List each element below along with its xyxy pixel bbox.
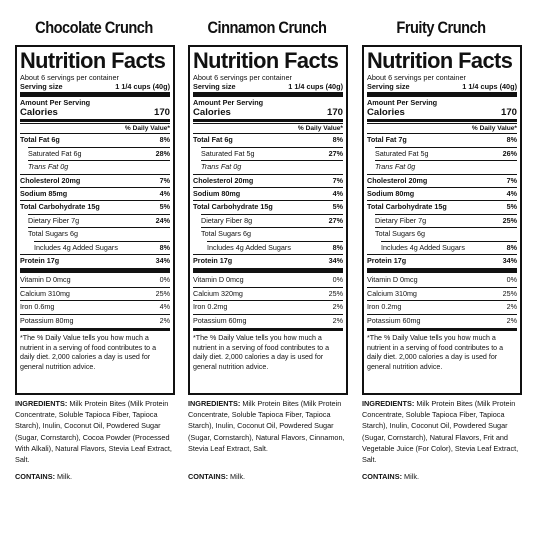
- nutrient-dv: 26%: [502, 148, 517, 158]
- serving-size-value: 1 1/4 cups (40g): [288, 82, 343, 92]
- nutrient-name: Total Carbohydrate 15g: [367, 202, 447, 212]
- serving-size-row: [367, 82, 517, 91]
- nutrient-dv: 4%: [159, 302, 170, 312]
- nutrient-dv: 27%: [328, 148, 343, 158]
- nutrient-name: Calcium 310mg: [367, 288, 417, 298]
- nutrient-name: Total Carbohydrate 15g: [20, 202, 100, 212]
- nutrient-dv: 28%: [155, 148, 170, 158]
- nutrient-name: Includes 4g Added Sugars: [34, 242, 118, 252]
- serving-size-row: [193, 82, 343, 91]
- nutrient-dv: 8%: [159, 242, 170, 252]
- nutrient-row: [193, 287, 343, 300]
- contains-text: Milk.: [230, 472, 246, 481]
- nutrient-dv: 25%: [502, 215, 517, 225]
- contains-block: [15, 472, 72, 481]
- nutrient-dv: 2%: [506, 315, 517, 325]
- nutrient-dv: 4%: [332, 189, 343, 199]
- nutrient-name: Vitamin D 0mcg: [193, 275, 244, 285]
- nutrient-name: Protein 17g: [193, 256, 233, 266]
- nutrient-dv: 0%: [159, 275, 170, 285]
- product-title: Chocolate Crunch: [35, 18, 153, 37]
- nutrient-row: [193, 314, 343, 327]
- nutrient-name: Saturated Fat 6g: [28, 148, 82, 158]
- nutrient-dv: 2%: [332, 302, 343, 312]
- nutrient-name: Saturated Fat 5g: [375, 148, 429, 158]
- nutrient-dv: 27%: [328, 215, 343, 225]
- nutrient-row: [367, 300, 517, 313]
- nutrient-row: [375, 227, 517, 240]
- nutrient-row: [367, 314, 517, 327]
- contains-text: Milk.: [57, 472, 73, 481]
- nutrient-dv: 34%: [155, 256, 170, 266]
- nutrient-name: Cholesterol 20mg: [367, 175, 428, 185]
- nutrient-name: Sodium 85mg: [20, 189, 68, 199]
- nutrient-name: Iron 0.6mg: [20, 302, 55, 312]
- nutrient-dv: 7%: [506, 175, 517, 185]
- nutrient-name: Includes 4g Added Sugars: [381, 242, 465, 252]
- serving-size-value: 1 1/4 cups (40g): [462, 82, 517, 92]
- nutrient-name: Total Sugars 6g: [375, 229, 425, 239]
- nutrient-name: Dietary Fiber 7g: [375, 215, 427, 225]
- daily-value-footnote: *The % Daily Value tells you how much a nutrient in a serving of food contributes to a daily diet. 2,000 calories a day is used for general nutrition advice.: [367, 334, 504, 371]
- product-title: Fruity Crunch: [396, 18, 486, 37]
- nutrient-dv: 8%: [506, 135, 517, 145]
- nutrient-name: Saturated Fat 5g: [201, 148, 255, 158]
- divider-medium: [193, 328, 343, 331]
- ingredients-block: [15, 398, 185, 465]
- nutrient-row: [375, 160, 517, 173]
- servings-per-container: About 6 servings per container: [193, 73, 292, 82]
- nutrient-dv: 25%: [502, 288, 517, 298]
- nutrient-dv: 7%: [332, 175, 343, 185]
- nutrient-row: [367, 200, 517, 213]
- nutrient-name: Trans Fat 0g: [28, 162, 69, 172]
- contains-label: CONTAINS:: [188, 472, 228, 481]
- daily-value-header: % Daily Value*: [20, 123, 170, 133]
- divider-medium: [193, 119, 343, 122]
- contains-block: [188, 472, 245, 481]
- nutrient-dv: 7%: [159, 175, 170, 185]
- nutrient-row: [20, 133, 170, 146]
- nutrient-dv: 8%: [159, 135, 170, 145]
- nutrient-dv: 5%: [159, 202, 170, 212]
- nutrient-name: Potassium 60mg: [367, 315, 421, 325]
- calories-value: 170: [500, 107, 517, 119]
- nutrient-row: [20, 254, 170, 267]
- divider-thick: [193, 268, 343, 273]
- nutrient-name: Dietary Fiber 7g: [28, 215, 80, 225]
- nutrient-dv: 2%: [332, 315, 343, 325]
- nutrient-row: [20, 287, 170, 300]
- calories-row: [367, 107, 517, 118]
- nutrition-facts-header: Nutrition Facts: [367, 48, 513, 73]
- nutrient-dv: 8%: [506, 242, 517, 252]
- nutrient-row: [375, 147, 517, 160]
- nutrient-name: Potassium 80mg: [20, 315, 74, 325]
- nutrient-row: [375, 214, 517, 227]
- ingredients-text: Milk Protein Bites (Milk Protein Concentrate, Soluble Tapioca Fiber, Tapioca Starch), Inulin, Coconut Oil, Powdered Sugar (Sugar, Cornstarch), Natural Flavors, Cinnamon, Stevia Leaf Extract, Salt.: [188, 399, 345, 453]
- nutrient-name: Cholesterol 20mg: [193, 175, 254, 185]
- divider-thick: [20, 92, 170, 97]
- nutrient-name: Potassium 60mg: [193, 315, 247, 325]
- nutrient-name: Calcium 320mg: [193, 288, 243, 298]
- nutrient-row: [193, 254, 343, 267]
- nutrient-name: Calcium 310mg: [20, 288, 70, 298]
- nutrient-name: Total Carbohydrate 15g: [193, 202, 273, 212]
- divider-medium: [20, 328, 170, 331]
- nutrient-dv: 5%: [506, 202, 517, 212]
- contains-block: [362, 472, 419, 481]
- nutrient-name: Sodium 80mg: [367, 189, 415, 199]
- serving-size-label: Serving size: [20, 82, 63, 92]
- serving-size-label: Serving size: [367, 82, 410, 92]
- nutrient-name: Total Fat 7g: [367, 135, 407, 145]
- calories-value: 170: [326, 107, 343, 119]
- daily-value-header: % Daily Value*: [367, 123, 517, 133]
- nutrient-dv: 34%: [502, 256, 517, 266]
- nutrient-dv: 8%: [332, 135, 343, 145]
- nutrient-row: [20, 187, 170, 200]
- divider-medium: [20, 119, 170, 122]
- calories-row: [193, 107, 343, 118]
- serving-size-value: 1 1/4 cups (40g): [115, 82, 170, 92]
- nutrient-row: [28, 214, 170, 227]
- serving-size-row: [20, 82, 170, 91]
- nutrient-row: [193, 200, 343, 213]
- divider-thick: [367, 268, 517, 273]
- product-title: Cinnamon Crunch: [207, 18, 327, 37]
- nutrient-name: Trans Fat 0g: [375, 162, 416, 172]
- daily-value-footnote: *The % Daily Value tells you how much a nutrient in a serving of food contributes to a daily diet. 2,000 calories a day is used for general nutrition advice.: [193, 334, 330, 371]
- nutrient-row: [367, 133, 517, 146]
- contains-label: CONTAINS:: [15, 472, 55, 481]
- nutrient-row: [20, 314, 170, 327]
- nutrient-row: [193, 300, 343, 313]
- ingredients-label: INGREDIENTS:: [188, 399, 241, 408]
- nutrient-row: [201, 147, 343, 160]
- divider-thick: [20, 268, 170, 273]
- calories-value: 170: [153, 107, 170, 119]
- nutrient-row: [381, 241, 517, 254]
- contains-label: CONTAINS:: [362, 472, 402, 481]
- nutrient-dv: 0%: [332, 275, 343, 285]
- nutrient-dv: 2%: [506, 302, 517, 312]
- nutrient-name: Total Sugars 6g: [28, 229, 78, 239]
- nutrient-dv: 4%: [506, 189, 517, 199]
- calories-label: Calories: [20, 107, 58, 119]
- nutrient-dv: 25%: [328, 288, 343, 298]
- nutrient-dv: 2%: [159, 315, 170, 325]
- calories-label: Calories: [367, 107, 405, 119]
- nutrient-dv: 0%: [506, 275, 517, 285]
- nutrient-name: Total Sugars 6g: [201, 229, 251, 239]
- nutrient-row: [367, 274, 517, 286]
- nutrient-dv: 8%: [332, 242, 343, 252]
- nutrient-dv: 5%: [332, 202, 343, 212]
- nutrient-row: [20, 200, 170, 213]
- nutrient-row: [367, 254, 517, 267]
- servings-per-container: About 6 servings per container: [367, 73, 466, 82]
- ingredients-text: Milk Protein Bites (Milk Protein Concentrate, Soluble Tapioca Fiber, Tapioca Starch), Inulin, Coconut Oil, Powdered Sugar (Sugar, Cornstarch), Cocoa Powder (Processed With Alkali), Natural Flavors, Stevia Leaf Extract, Salt.: [15, 399, 172, 465]
- nutrient-name: Includes 4g Added Sugars: [207, 242, 291, 252]
- nutrient-name: Protein 17g: [367, 256, 407, 266]
- nutrient-row: [28, 147, 170, 160]
- nutrient-row: [193, 274, 343, 286]
- nutrient-row: [207, 241, 343, 254]
- nutrient-name: Iron 0.2mg: [193, 302, 228, 312]
- nutrient-row: [28, 227, 170, 240]
- amount-per-serving: Amount Per Serving: [20, 98, 91, 108]
- nutrient-dv: 34%: [328, 256, 343, 266]
- nutrient-name: Protein 17g: [20, 256, 60, 266]
- nutrient-row: [201, 214, 343, 227]
- amount-per-serving: Amount Per Serving: [367, 98, 438, 108]
- ingredients-block: [362, 398, 532, 465]
- nutrition-facts-panel: [362, 45, 522, 395]
- nutrient-row: [20, 274, 170, 286]
- nutrient-name: Total Fat 6g: [20, 135, 60, 145]
- nutrient-name: Vitamin D 0mcg: [367, 275, 418, 285]
- nutrient-row: [201, 160, 343, 173]
- nutrition-facts-panel: [188, 45, 348, 395]
- divider-medium: [367, 119, 517, 122]
- nutrient-row: [20, 300, 170, 313]
- nutrient-row: [367, 287, 517, 300]
- daily-value-footnote: *The % Daily Value tells you how much a nutrient in a serving of food contributes to a daily diet. 2,000 calories a day is used for general nutrition advice.: [20, 334, 157, 371]
- nutrient-row: [28, 160, 170, 173]
- calories-row: [20, 107, 170, 118]
- ingredients-label: INGREDIENTS:: [362, 399, 415, 408]
- ingredients-block: [188, 398, 358, 454]
- divider-thick: [193, 92, 343, 97]
- servings-per-container: About 6 servings per container: [20, 73, 119, 82]
- divider-medium: [367, 328, 517, 331]
- nutrient-row: [193, 133, 343, 146]
- nutrient-name: Total Fat 6g: [193, 135, 233, 145]
- nutrition-facts-panel: [15, 45, 175, 395]
- ingredients-text: Milk Protein Bites (Milk Protein Concentrate, Soluble Tapioca Fiber, Tapioca Starch), Inulin, Coconut Oil, Powdered Sugar (Sugar, Cornstarch), Natural Flavors, Frit and Vegetable Juice (For Color), Stevia Leaf Extract, Salt.: [362, 399, 519, 465]
- nutrient-name: Iron 0.2mg: [367, 302, 402, 312]
- calories-label: Calories: [193, 107, 231, 119]
- contains-text: Milk.: [404, 472, 420, 481]
- nutrition-facts-header: Nutrition Facts: [193, 48, 339, 73]
- nutrient-row: [367, 187, 517, 200]
- nutrient-name: Cholesterol 20mg: [20, 175, 81, 185]
- nutrient-name: Vitamin D 0mcg: [20, 275, 71, 285]
- nutrient-dv: 25%: [155, 288, 170, 298]
- nutrient-row: [201, 227, 343, 240]
- nutrient-name: Sodium 80mg: [193, 189, 241, 199]
- ingredients-label: INGREDIENTS:: [15, 399, 68, 408]
- nutrient-dv: 24%: [155, 215, 170, 225]
- nutrient-row: [193, 174, 343, 187]
- nutrient-row: [367, 174, 517, 187]
- nutrient-name: Dietary Fiber 8g: [201, 215, 253, 225]
- divider-thick: [367, 92, 517, 97]
- nutrition-facts-header: Nutrition Facts: [20, 48, 166, 73]
- nutrient-row: [193, 187, 343, 200]
- nutrient-row: [34, 241, 170, 254]
- serving-size-label: Serving size: [193, 82, 236, 92]
- daily-value-header: % Daily Value*: [193, 123, 343, 133]
- nutrient-name: Trans Fat 0g: [201, 162, 242, 172]
- amount-per-serving: Amount Per Serving: [193, 98, 264, 108]
- nutrient-dv: 4%: [159, 189, 170, 199]
- nutrient-row: [20, 174, 170, 187]
